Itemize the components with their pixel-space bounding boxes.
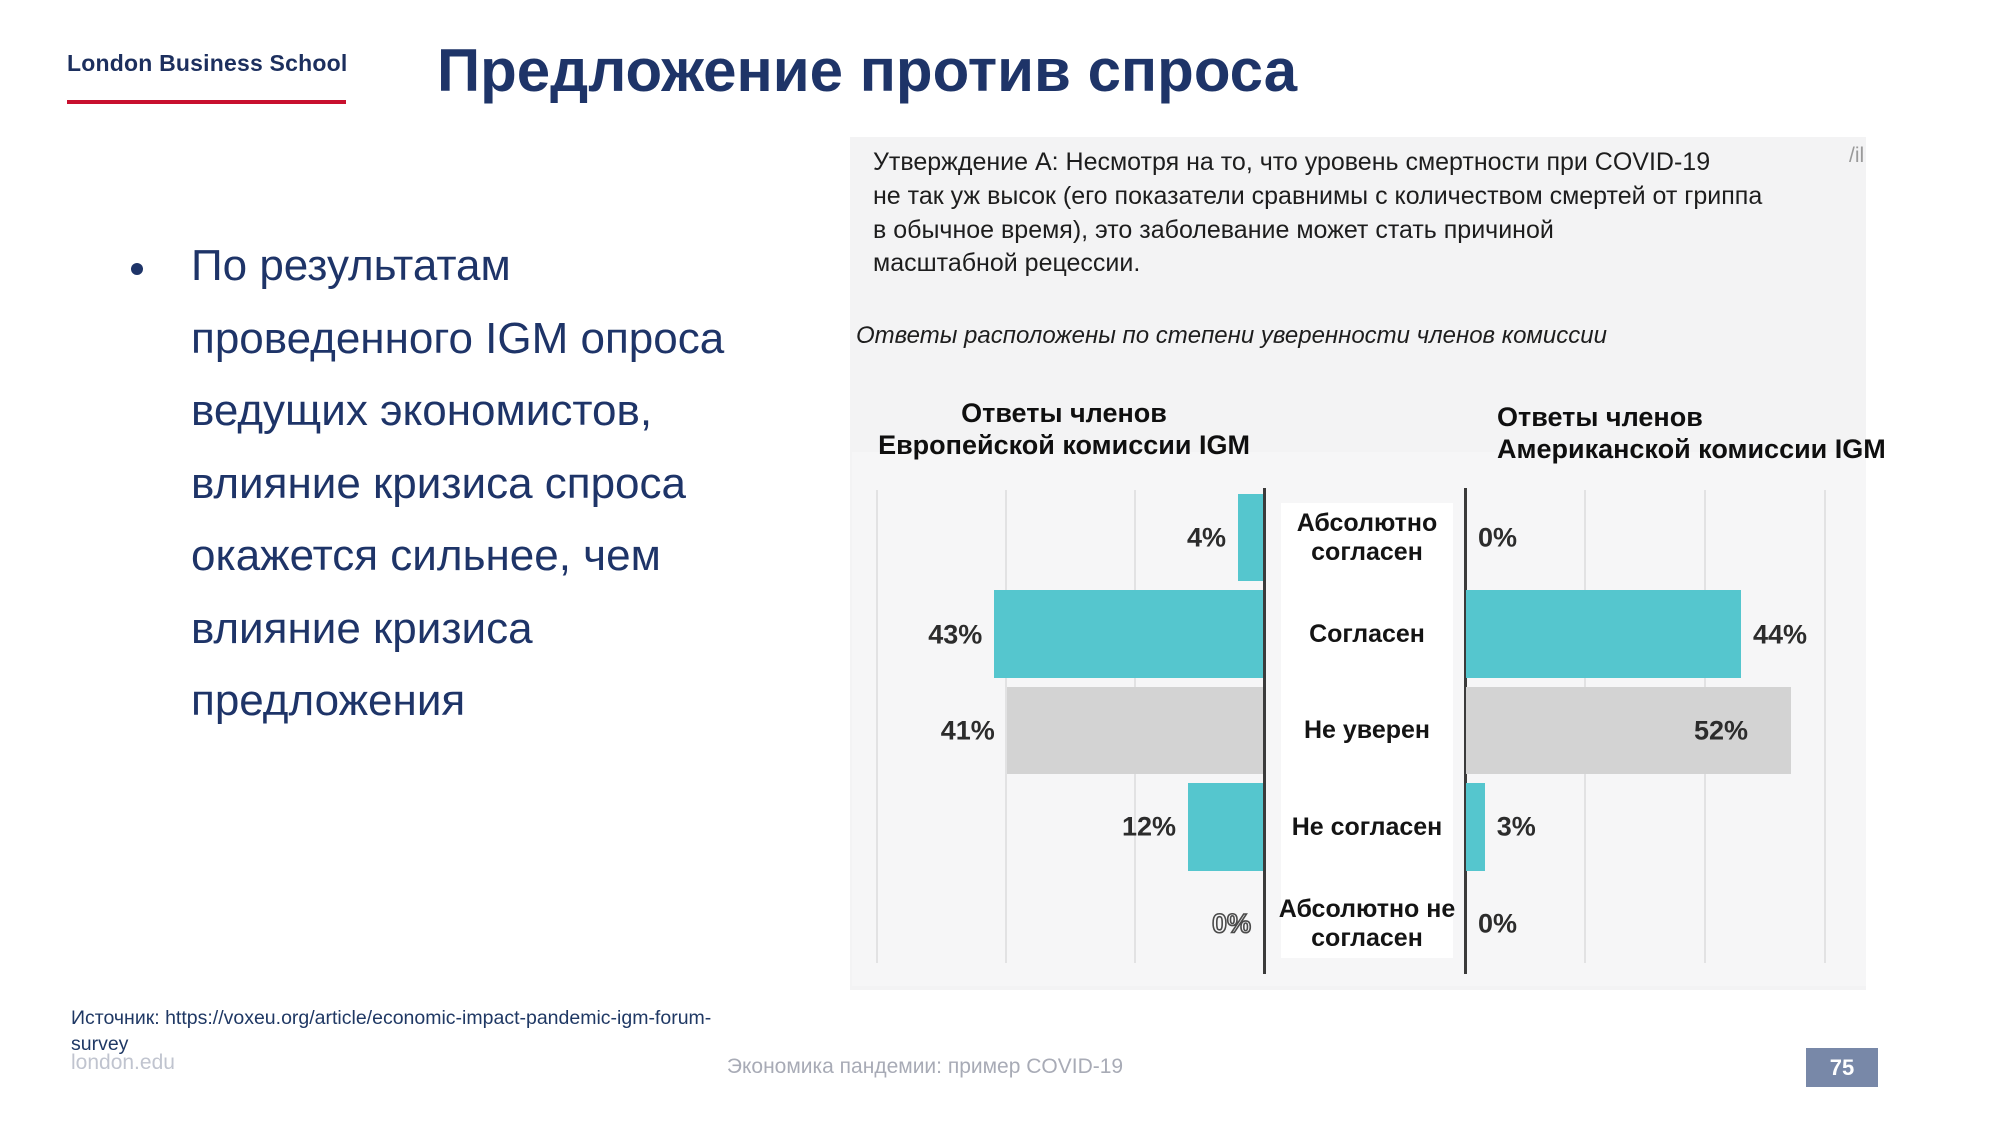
value-label-eu: 43% <box>928 619 983 650</box>
source-line: Источник: https://voxeu.org/article/economic-impact-pandemic-igm-forum- <box>71 1007 712 1029</box>
page-number-badge <box>1806 1048 1878 1087</box>
bar-eu <box>1188 783 1263 870</box>
bar-us <box>1466 590 1741 677</box>
category-label: Абсолютно согласен <box>1296 509 1438 567</box>
value-label-us: 44% <box>1753 619 1808 650</box>
chart-header-us <box>1497 401 1937 465</box>
bar-eu <box>1007 687 1263 774</box>
bullet-text-line: влияние кризиса спроса <box>191 458 686 508</box>
bullet-text-line: влияние кризиса <box>191 603 533 653</box>
source-line: survey <box>71 1033 129 1055</box>
footer-course-title: Экономика пандемии: пример COVID-19 <box>726 1055 1124 1078</box>
chart-header-eu-line: Ответы членов <box>961 398 1167 428</box>
category-label: Не уверен <box>1303 716 1431 745</box>
statement-text <box>873 146 1762 281</box>
value-label-eu: 41% <box>940 715 995 746</box>
logo-underline <box>67 100 346 104</box>
bullet-text-line: ведущих экономистов, <box>191 386 653 435</box>
value-label-us: 0% <box>1478 908 1518 939</box>
page-number: 75 <box>1829 1054 1855 1080</box>
chart-header-us-line: Американской комиссии IGM <box>1497 434 1886 464</box>
bullet-marker <box>131 263 143 275</box>
value-label-eu: 4% <box>1186 522 1226 553</box>
slide-title: Предложение против спроса <box>437 37 1298 104</box>
bullet-text-line: проведенного IGM опроса <box>191 313 725 363</box>
value-label-us: 3% <box>1496 811 1536 842</box>
gridline-left <box>876 490 878 963</box>
category-label: Не согласен <box>1291 812 1443 841</box>
statement-line: в обычное время), это заболевание может стать причиной <box>873 215 1554 244</box>
value-label-us: 52% <box>1694 715 1749 746</box>
cropped-text-artifact: /il <box>1849 144 1865 167</box>
statement-line: Утверждение А: Несмотря на то, что уровень смертности при COVID-19 <box>873 148 1711 176</box>
value-label-eu: 0% <box>1211 908 1251 939</box>
bullet-text-line: предложения <box>191 676 466 725</box>
value-label-eu: 12% <box>1121 811 1176 842</box>
chart-header-eu-line: Европейской комиссии IGM <box>878 430 1250 460</box>
bullet-text <box>191 230 891 738</box>
bar-eu <box>1238 494 1263 581</box>
bar-us <box>1466 783 1485 870</box>
statement-line: масштабной рецессии. <box>873 249 1141 278</box>
bullet-text-line: окажется сильнее, чем <box>191 531 661 580</box>
source-citation <box>71 1005 711 1057</box>
axis-line-left <box>1263 488 1266 974</box>
statement-line: не так уж высок (его показатели сравнимы с количеством смертей от гриппа <box>873 181 1763 210</box>
value-label-us: 0% <box>1478 522 1518 553</box>
footer-london-edu: london.edu <box>71 1051 175 1074</box>
bar-eu <box>994 590 1263 677</box>
category-label: Согласен <box>1309 620 1425 649</box>
gridline-right <box>1824 490 1826 963</box>
chart-header-eu <box>858 397 1270 461</box>
category-label: Абсолютно не согласен <box>1278 894 1456 952</box>
chart-header-us-line: Ответы членов <box>1497 402 1703 432</box>
bullet-text-line: По результатам <box>191 241 511 290</box>
logo-london-business-school: London Business School <box>67 50 348 76</box>
chart-subtitle: Ответы расположены по степени уверенности членов комиссии <box>856 322 1607 349</box>
